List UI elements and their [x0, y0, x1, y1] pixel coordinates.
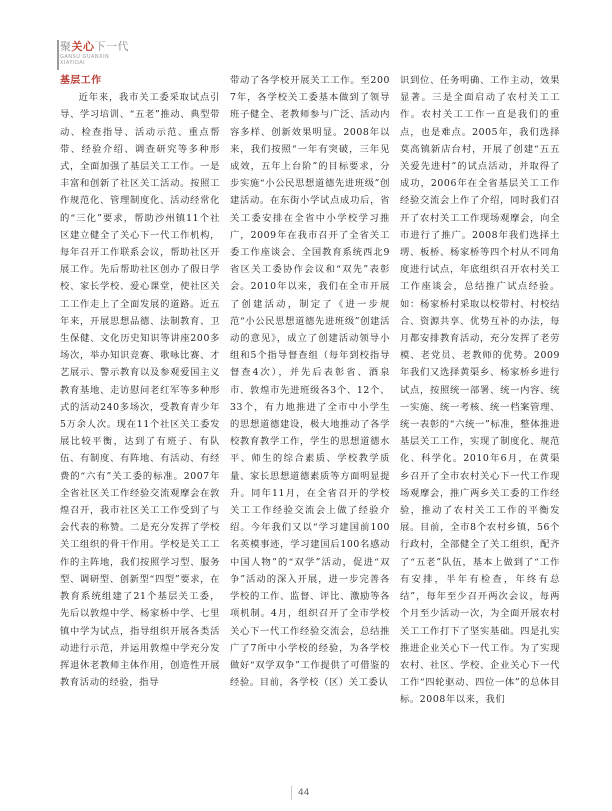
paragraph: 带动了各学校开展关工工作。至2007年，各学校关工委基本做到了领导班子健全、老教师参与广泛、活动内容多样、创新效果明显。2008年以来，我们按照“一年有突破，三年见成效，五年上台阶”的目标要求，分步实施“小公民思想道德先进班级”创建活动。在东街小学试点成功后，省关工委安排在全省中小学校学习推广，2009年在我市召开了全省关工委工作座谈会、全国教育系统西北9省区关工委协作会议和“双先”表彰会。2010年以来，我们在全市开展了创建活动，制定了《进一步规范“小公民思想道德先进班级”创建活动的意见》，成立了创建活动领导小组和5个指导督查组（每年到校指导督查4次），并先后表彰省、酒泉市、敦煌市先进班级各3个、12个、33个，有力地推进了全市中小学生的思想道德建设，极大地推动了各学校教育教学工作，学生的思想道德水平、师生的综合素质、学校教学质量、家长思想道德素质等方面明显提升。同年11月，在全省召开的学校关工工作经验交流会上做了经验介绍。今年我们又以“学习建国前100名英模事迹，学习建国后100名感动中国人物”的“双学”活动，促进“双争”活动的深入开展，进一步完善各学校的工作、监督、评比、激励等各项机制。4月，组织召开了全市学校关心下一代工作经验交流会，总结推广了7所中小学校的经验，为各学校做好“双学双争”工作提供了可借鉴的经验。目前，各学校（区）关工委认: [230, 75, 390, 689]
text-column-3: [400, 72, 560, 709]
magazine-logo: [60, 38, 129, 54]
logo-suffix: 下一代: [94, 40, 129, 53]
page-number: 44: [298, 788, 310, 798]
section-title: 基层工作: [60, 75, 102, 86]
logo-emphasis: 关心: [71, 40, 95, 53]
logo-subtitle-2: XIAYIDAI: [60, 60, 86, 66]
paragraph: 近年来，我市关工委采取试点引导、学习培训、“五老”推动、典型带动、检查指导、活动示范、重点帮带、经验介绍、调查研究等多种形式，全面加强了基层关工工作。一是丰富和创新了社区关工活动。按照工作规范化、管理制度化、活动经常化的“三化”要求，帮助沙州镇11个社区建立健全了关心下一代工作机构，每年召开工作联系会议，帮助社区开展工作。先后帮助社区创办了假日学校、家长学校、爱心课堂，使社区关工工作走上了全面发展的道路。近五年来，开展思想品德、法制教育、卫生保健、文化历史知识等讲座200多场次，举办知识竞赛、歌咏比赛、才艺展示、警示教育以及参观爱国主义教育基地、走访慰问老红军等多种形式的活动240多场次，受教育青少年5万余人次。现在11个社区关工委发展比较平衡，达到了有班子、有队伍、有制度、有阵地、有活动、有经费的“六有”关工委的标准。2007年全省社区关工作经验交流观摩会在敦煌召开，我市社区关工工作受到了与会代表的称赞。二是充分发挥了学校关工组织的骨干作用。学校是关工工作的主阵地，我们按照学习型、服务型、调研型、创新型“四型”要求，在教育系统组建了21个基层关工委，先后以敦煌中学、杨家桥中学、七里镇中学为试点，指导组织开展各类活动进行示范，并运用敦煌中学充分发挥退休老教师主体作用，创造性开展教育活动的经验，指导: [60, 92, 220, 689]
logo-bar: [57, 40, 59, 70]
logo-prefix: 聚: [60, 40, 72, 53]
text-column-2: [230, 72, 390, 691]
magazine-header: [60, 38, 129, 66]
page-number-divider: [291, 786, 292, 800]
paragraph: 识到位、任务明确、工作主动，效果显著。三是全面启动了农村关工工作。农村关工工作一直是我们的重点，也是难点。2005年，我们选择莫高镇新店台村，开展了创建“五五关爱先进村”的试点活动，并取得了成功，2006年在全省基层关工工作经验交流会上作了介绍，同时我们召开了农村关工工作现场观摩会，向全市进行了推广。2008年我们选择土塄、板桥、杨家桥等四个村从不同角度进行试点，年底组织召开农村关工工作座谈会，总结推广试点经验。如：杨家桥村采取以校带村、村校结合、资源共享、优势互补的办法，每月都安排教育活动，充分发挥了老劳模、老党员、老教师的优势。2009年我们又选择黄渠乡、杨家桥乡进行试点，按照统一部署、统一内容、统一实施、统一考核、统一档案管理、统一表彰的“六统一”标准，整体推进基层关工工作，实现了制度化、规范化、科学化。2010年6月，在黄渠乡召开了全市农村关心下一代工作现场观摩会，推广两乡关工委的工作经验，推动了农村关工工作的平衡发展。目前，全市8个农村乡镇，56个行政村，全部健全了关工组织，配齐了“五老”队伍，基本上做到了“工作有安排，半年有检查，年终有总结”，每年至少召开两次会议，每两个月至少活动一次，为全面开展农村关工工作打下了坚实基础。四是扎实推进企业关心下一代工作。为了实现农村、社区、学校、企业关心下一代工作“四轮驱动、四位一体”的总体目标。2008年以来，我们: [400, 75, 560, 706]
logo-subtitle-1: GANSU GUANXIN: [60, 54, 110, 60]
text-column-1: [60, 72, 220, 691]
